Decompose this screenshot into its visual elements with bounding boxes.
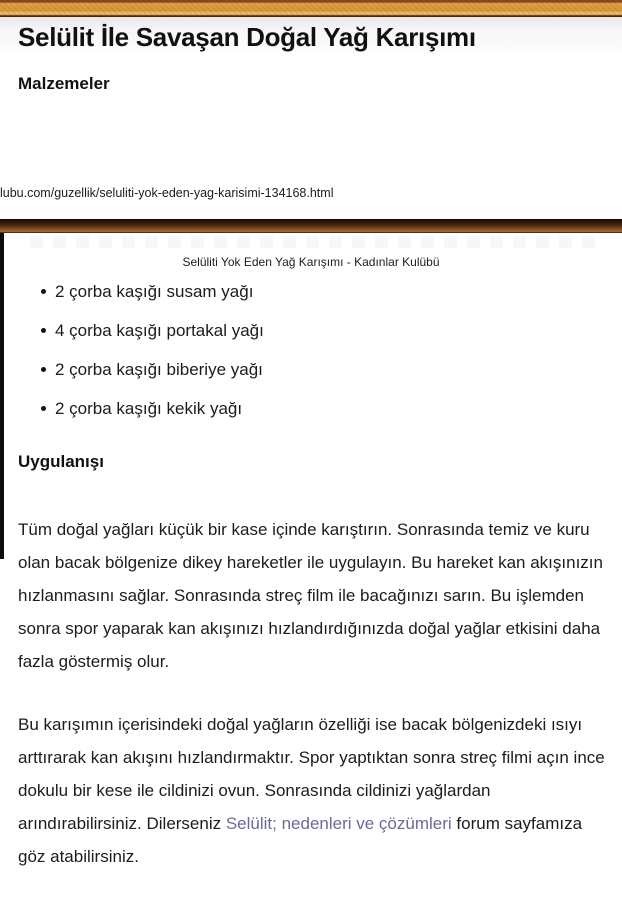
section-heading-uygulanisi: Uygulanışı xyxy=(18,452,104,471)
page-title: Selülit İle Savaşan Doğal Yağ Karışımı xyxy=(18,22,476,52)
list-item xyxy=(18,311,578,350)
application-paragraph-1: Tüm doğal yağları küçük bir kase içinde karıştırın. Sonrasında temiz ve kuru olan bacak bölgenize dikey hareketler ile uygulayın. Bu hareket kan akışınızın hızlanmasını sağlar. Sonrasında streç film ile bacağınızı sarın. Bu işlemden sonra spor yaparak kan akışınızı hızlandırdığınızda doğal yağlar etkisini daha fazla göstermiş olur. xyxy=(18,520,603,671)
ingredient-text: 2 çorba kaşığı kekik yağı xyxy=(55,399,243,418)
left-edge-strip xyxy=(0,233,4,559)
list-item xyxy=(18,272,578,311)
list-item xyxy=(18,389,578,428)
paragraph-2-text-before-link: Bu karışımın içerisindeki doğal yağların özelliği ise bacak bölgenizdeki ısıyı arttırarak kan akışını hızlandırmaktır. Spor yaptıktan sonra streç filmi açın ince dokulu bir kese ile cildinizi ovun. Sonrasında cildinizi yağlardan arındırabilirsiniz. Dilerseniz xyxy=(18,715,605,833)
ingredient-text: 2 çorba kaşığı biberiye yağı xyxy=(55,360,263,379)
forum-link[interactable]: Selülit; nedenleri ve çözümleri xyxy=(225,814,452,833)
faint-pattern-row xyxy=(30,236,600,248)
application-paragraph-2 xyxy=(18,708,606,873)
source-url-text: lubu.com/guzellik/seluliti-yok-eden-yag-karisimi-134168.html xyxy=(0,186,334,200)
section-heading-malzemeler: Malzemeler xyxy=(18,74,110,93)
divider-bar xyxy=(0,219,622,233)
paragraph-2-text-after-link: forum sayfamıza göz atabilirsiniz. xyxy=(18,814,583,866)
list-item xyxy=(18,350,578,389)
image-caption: Selüliti Yok Eden Yağ Karışımı - Kadınlar Kulübü xyxy=(182,255,440,269)
ingredient-text: 2 çorba kaşığı susam yağı xyxy=(55,282,254,301)
window-top-bar xyxy=(0,0,622,17)
ingredient-text: 4 çorba kaşığı portakal yağı xyxy=(55,321,264,340)
ingredients-list xyxy=(18,272,578,428)
